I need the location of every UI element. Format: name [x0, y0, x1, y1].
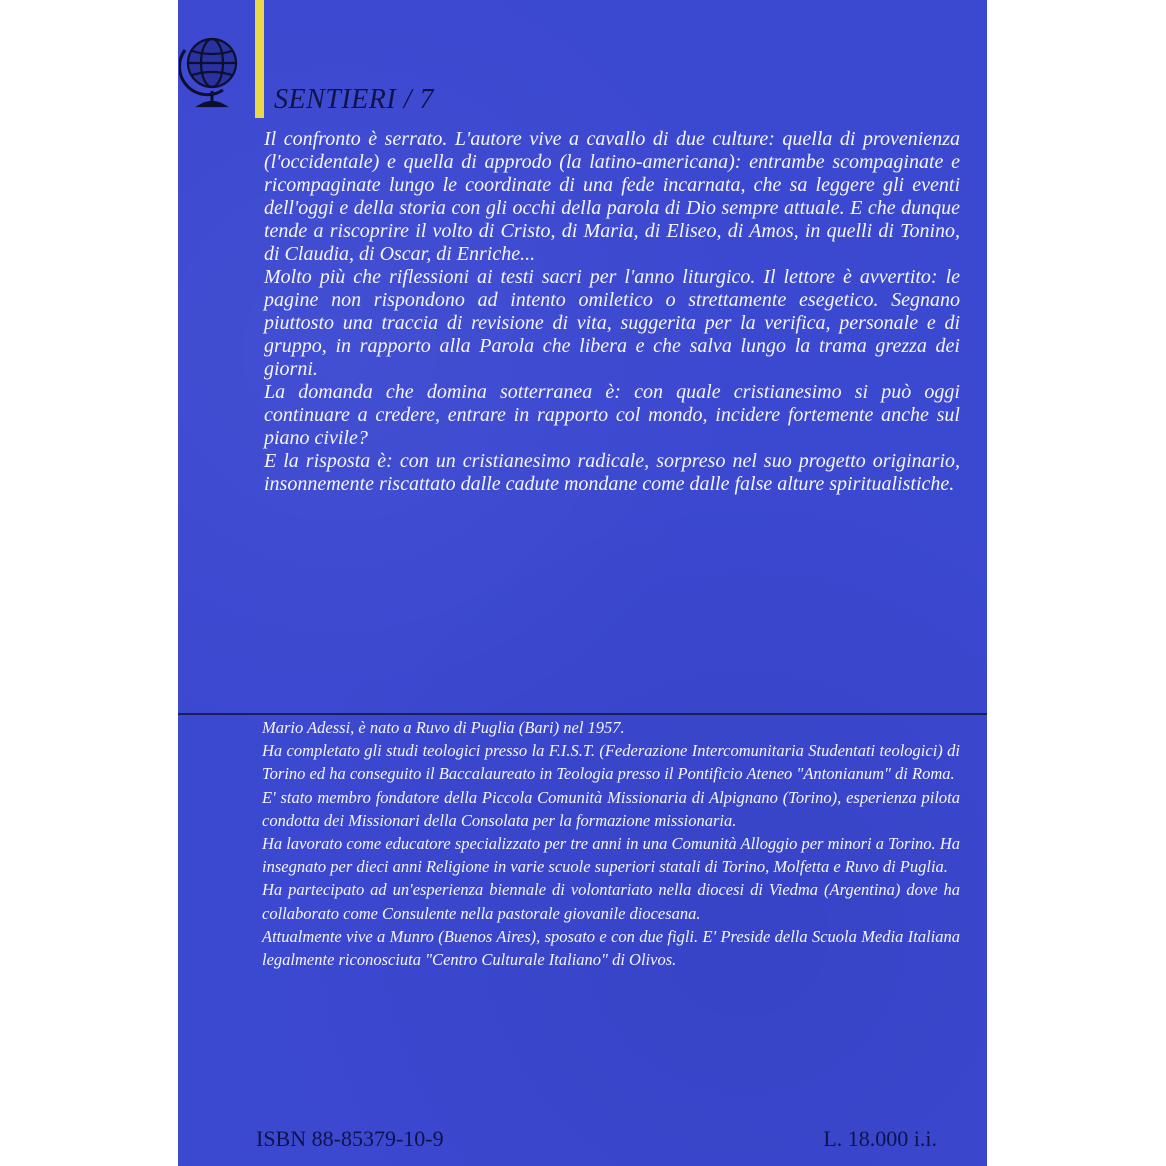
price-label: L. 18.000 i.i. [823, 1126, 937, 1151]
accent-bar [255, 0, 264, 118]
back-cover-blurb [264, 128, 960, 496]
isbn-number: ISBN 88-85379-10-9 [256, 1126, 444, 1151]
bio-paragraph: Ha completato gli studi teologici presso la F.I.S.T. (Federazione Intercomunitaria Studentati teologici) di Torino ed ha conseguito il Baccalaureato in Teologia presso il Pontificio Ateneo "Antonianum" di Roma. [262, 741, 960, 784]
blurb-paragraph: Molto più che riflessioni ai testi sacri per l'anno liturgico. Il lettore è avvertito: le pagine non rispondono ad intento omiletico o strettamente esegetico. Segnano piuttosto una traccia di revisione di vita, suggerita per la verifica, personale e di gruppo, in rapporto alla Parola che libera e che salva lungo la trama grezza dei giorni. [264, 266, 960, 380]
bio-paragraph: Attualmente vive a Munro (Buenos Aires), sposato e con due figli. E' Preside della Scuola Media Italiana legalmente riconosciuta "Centro Culturale Italiano" di Olivos. [262, 926, 960, 970]
section-divider [178, 713, 987, 715]
globe-icon [179, 30, 245, 112]
book-back-cover [178, 0, 987, 1166]
series-title: SENTIERI / 7 [274, 84, 434, 115]
blurb-paragraph: E la risposta è: con un cristianesimo radicale, sorpreso nel suo progetto originario, insonnemente riscattato dalle cadute mondane come dalle false alture spiritualistiche. [264, 450, 960, 495]
bio-paragraph: E' stato membro fondatore della Piccola Comunità Missionaria di Alpignano (Torino), esperienza pilota condotta dei Missionari della Consolata per la formazione missionaria. [262, 787, 960, 830]
author-biography [262, 716, 960, 971]
blurb-paragraph: La domanda che domina sotterranea è: con quale cristianesimo si può oggi continuare a credere, entrare in rapporto col mondo, incidere fortemente anche sul piano civile? [264, 381, 960, 449]
bio-paragraph: Ha partecipato ad un'esperienza biennale di volontariato nella diocesi di Viedma (Argentina) dove ha collaborato come Consulente nella pastorale giovanile diocesana. [262, 880, 960, 923]
blurb-paragraph: Il confronto è serrato. L'autore vive a cavallo di due culture: quella di provenienza (l'occidentale) e quella di approdo (la latino-americana): entrambe scompaginate e ricompaginate lungo le coordinate di una fede incarnata, che sa leggere gli eventi dell'oggi e della storia con gli occhi della parola di Dio sempre attuale. E che dunque tende a riscoprire il volto di Cristo, di Maria, di Eliseo, di Amos, in quelli di Tonino, di Claudia, di Oscar, di Enriche... [264, 128, 960, 265]
bio-paragraph: Mario Adessi, è nato a Ruvo di Puglia (Bari) nel 1957. [262, 718, 625, 737]
bio-paragraph: Ha lavorato come educatore specializzato per tre anni in una Comunità Alloggio per minori a Torino. Ha insegnato per dieci anni Religione in varie scuole superiori statali di Torino, Molfetta e Ruvo di Puglia. [262, 834, 960, 877]
